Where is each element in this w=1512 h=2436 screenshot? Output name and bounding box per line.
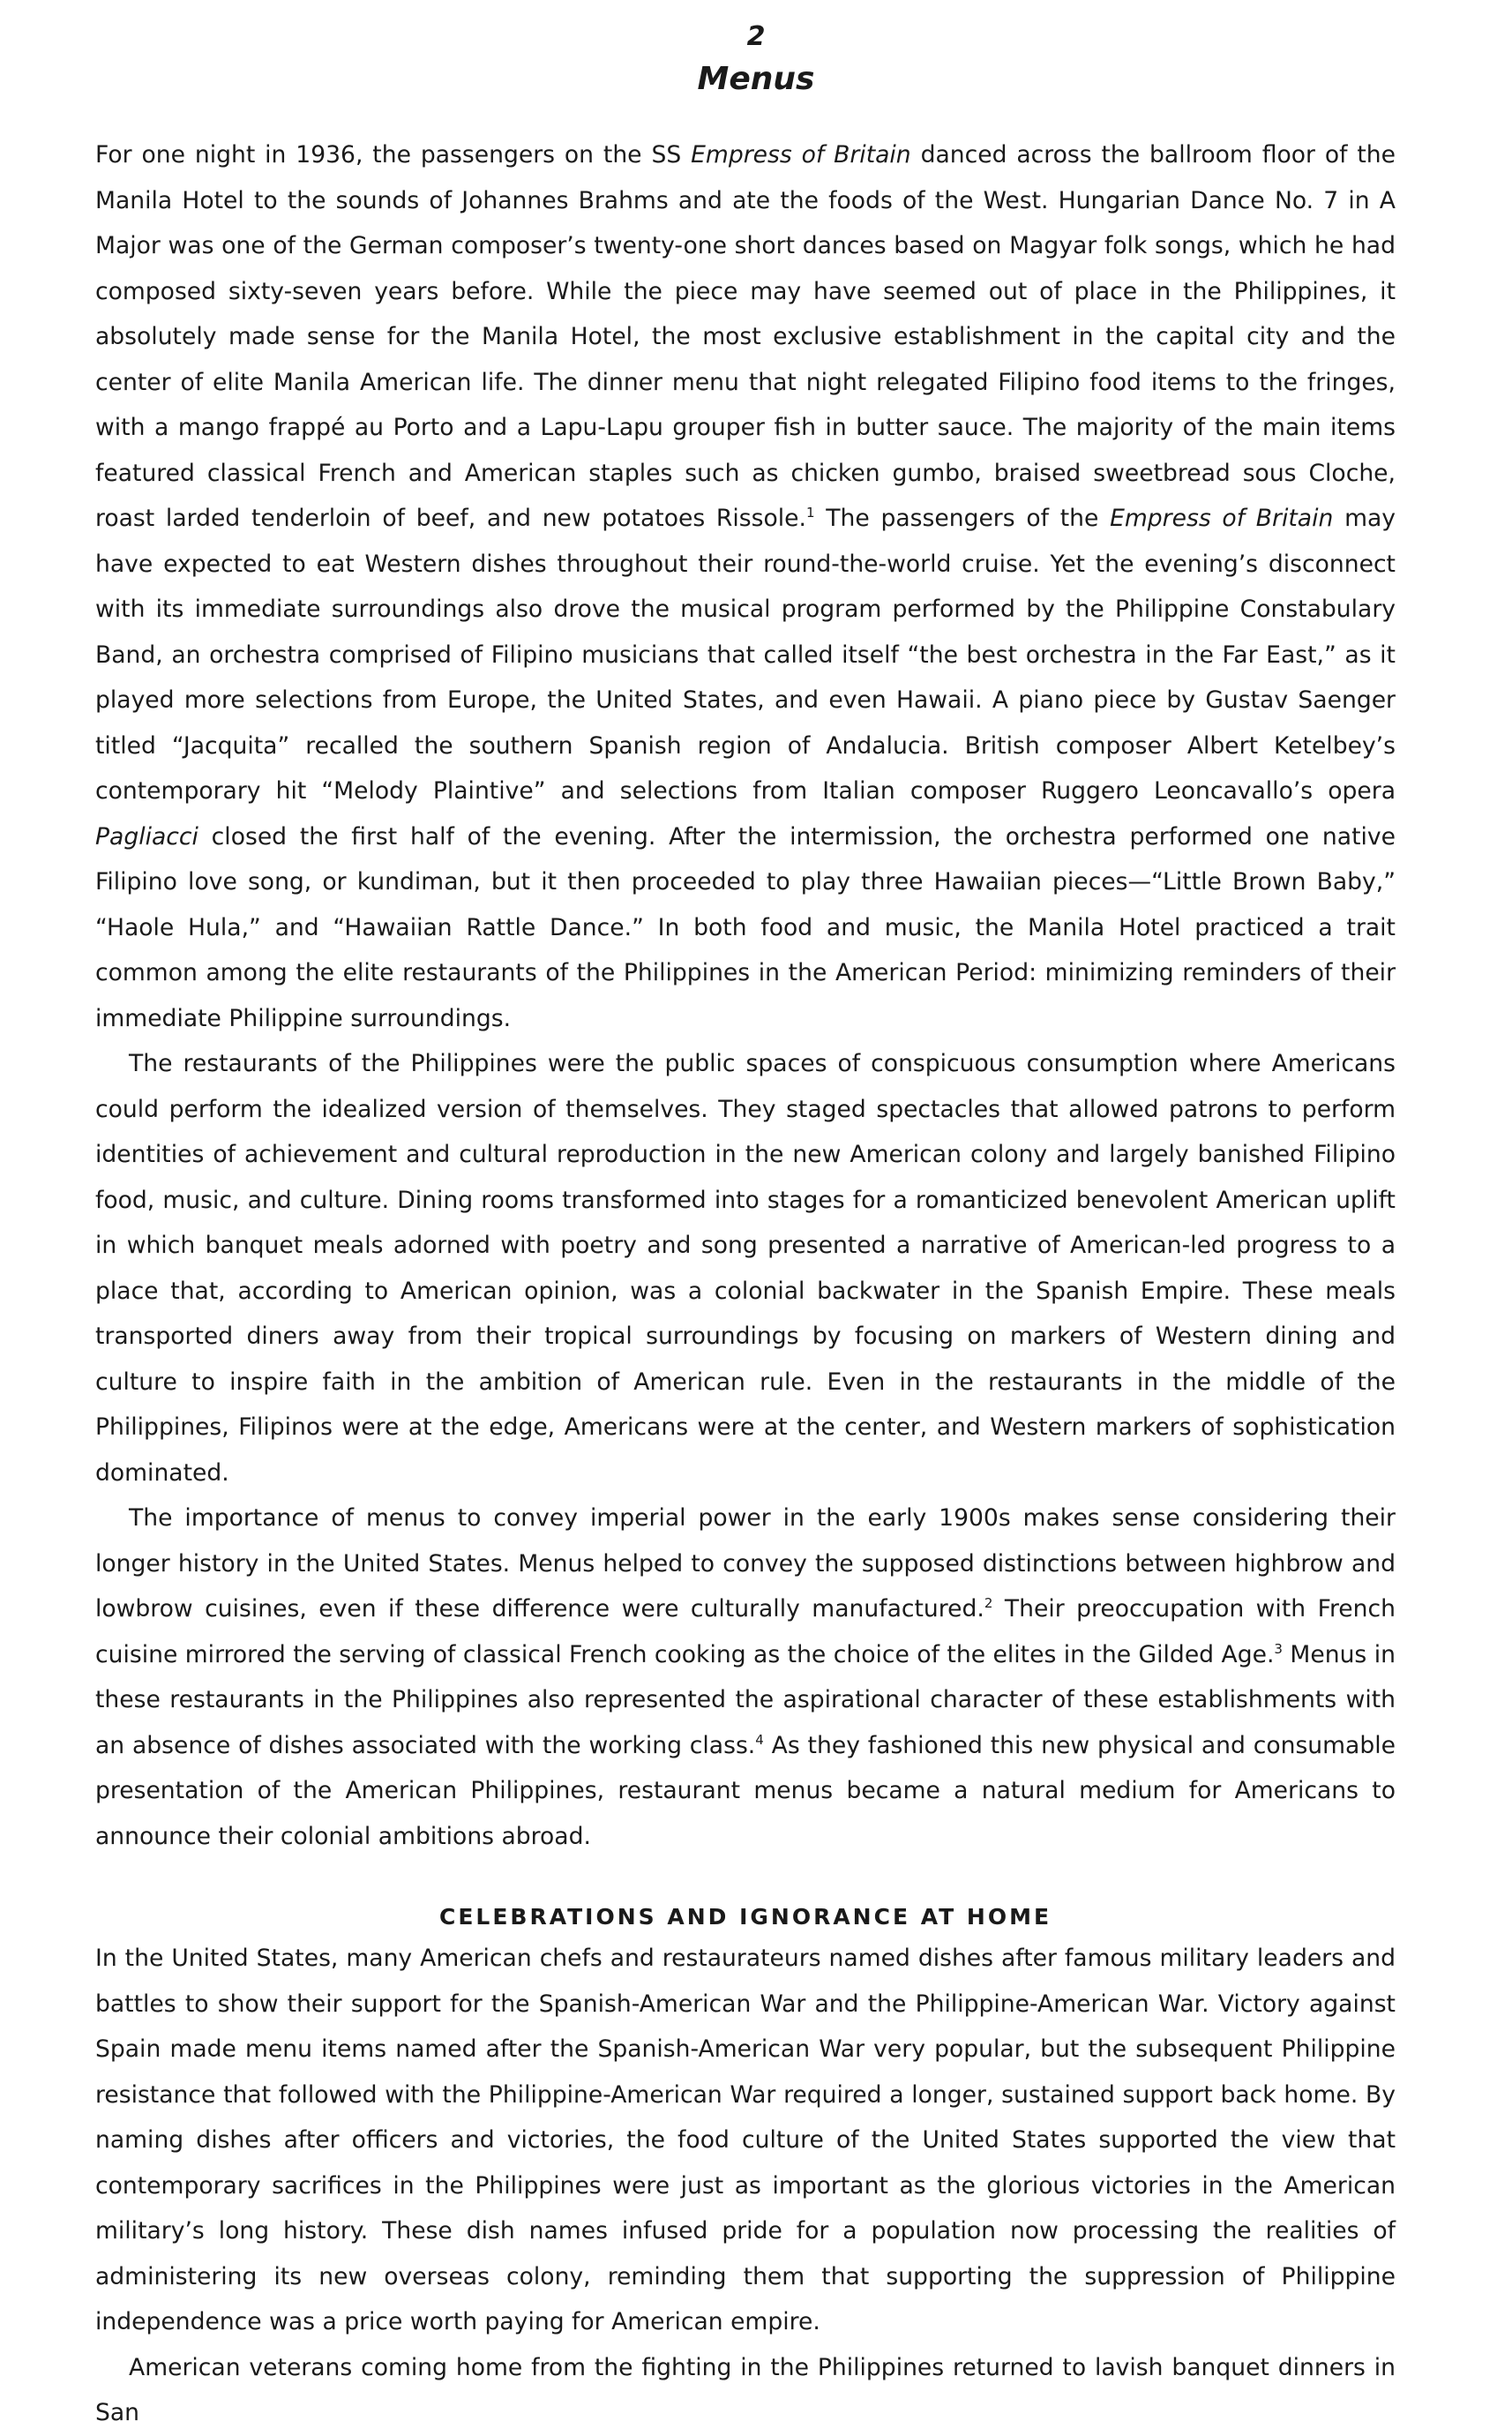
- footnote-ref: 4: [755, 1731, 764, 1748]
- text-run: In the United States, many American chefs and restaurateurs named dishes after famous military leaders and battles to show their support for the Spanish-American War and the Philippine-American War. Victory against Spain made menu items named after the Spanish-American War very popular, but the subsequent Philippine resistance that followed with the Philippine-American War required a longer, sustained support back home. By naming dishes after officers and victories, the food culture of the United States supported the view that contemporary sacrifices in the Philippines were just as important as the glorious victories in the American military’s long history. These dish names infused pride for a population now processing the realities of administering its new overseas colony, reminding them that supporting the suppression of Philippine independence was a price worth paying for American empire.: [95, 1945, 1396, 2335]
- text-run: The restaurants of the Philippines were the public spaces of conspicuous consumption where Americans could perform the idealized version of themselves. They staged spectacles that allowed patrons to perform identities of achievement and cultural reproduction in the new American colony and largely banished Filipino food, music, and culture. Dining rooms transformed into stages for a romanticized benevolent American uplift in which banquet meals adorned with poetry and song presented a narrative of American-led progress to a place that, according to American opinion, was a colonial backwater in the Spanish Empire. These meals transported diners away from their tropical surroundings by focusing on markers of Western dining and culture to inspire faith in the ambition of American rule. Even in the restaurants in the middle of the Philippines, Filipinos were at the edge, Americans were at the center, and Western markers of sophistication dominated.: [95, 1050, 1396, 1487]
- paragraph: [95, 2345, 1396, 2436]
- footnote-ref: 3: [1274, 1640, 1283, 1657]
- text-run: The importance of menus to convey imperial power in the early 1900s makes sense considering their longer history in the United States. Menus helped to convey the supposed distinctions between highbrow and lowbrow cuisines, even if these difference were culturally manufactured.: [95, 1504, 1396, 1623]
- footnote-ref: 1: [805, 505, 815, 521]
- text-run: danced across the ballroom floor of the Manila Hotel to the sounds of Johannes Brahms and ate the foods of the West. Hungarian Dance No. 7 in A Major was one of the German composer’s twenty-one short dances based on Magyar folk songs, which he had composed sixty-seven years before. While the piece may have seemed out of place in the Philippines, it absolutely made sense for the Manila Hotel, the most exclusive establishment in the capital city and the center of elite Manila American life. The dinner menu that night relegated Filipino food items to the fringes, with a mango frappé au Porto and a Lapu-Lapu grouper fish in butter sauce. The majority of the main items featured classical French and American staples such as chicken gumbo, braised sweetbread sous Cloche, roast larded tenderloin of beef, and new potatoes Rissole.: [95, 141, 1396, 532]
- text-run: closed the first half of the evening. After the intermission, the orchestra performed one native Filipino love song, or kundiman, but it then proceeded to play three Hawaiian pieces—“Little Brown Baby,” “Haole Hula,” and “Hawaiian Rattle Dance.” In both food and music, the Manila Hotel practiced a trait common among the elite restaurants of the Philippines in the American Period: minimizing reminders of their immediate Philippine surroundings.: [95, 822, 1396, 1032]
- paragraph: [95, 132, 1396, 1041]
- text-run: may have expected to eat Western dishes throughout their round-the-world cruise. Yet the evening’s disconnect with its immediate surroundings also drove the musical program performed by the Philippine Constabulary Band, an orchestra comprised of Filipino musicians that called itself “the best orchestra in the Far East,” as it played more selections from Europe, the United States, and even Hawaii. A piano piece by Gustav Saenger titled “Jacquita” recalled the southern Spanish region of Andalucia. British composer Albert Ketelbey’s contemporary hit “Melody Plaintive” and selections from Italian composer Ruggero Leoncavallo’s opera: [95, 505, 1396, 805]
- text-run: American veterans coming home from the fighting in the Philippines returned to lavish banquet dinners in San: [95, 2353, 1396, 2426]
- italic-title: Pagliacci: [95, 822, 198, 851]
- text-run: Their preoccupation with French cuisine mirrored the serving of classical French cooking as the choice of the elites in the Gilded Age.: [95, 1595, 1396, 1668]
- body-text: [95, 132, 1396, 2436]
- text-run: As they fashioned this new physical and consumable presentation of the American Philippines, restaurant menus became a natural medium for Americans to announce their colonial ambitions abroad.: [95, 1731, 1396, 1850]
- chapter-title: Menus: [697, 61, 815, 97]
- text-run: The passengers of the: [814, 505, 1111, 532]
- italic-title: Empress of Britain: [691, 141, 911, 169]
- text-run: For one night in 1936, the passengers on the SS: [95, 141, 692, 169]
- section-paragraphs: [95, 1936, 1396, 2436]
- paragraph: [95, 1041, 1396, 1495]
- text-run: Menus in these restaurants in the Philippines also represented the aspirational character of these establishments with an absence of dishes associated with the working class.: [95, 1640, 1396, 1759]
- chapter-number: 2: [746, 21, 766, 52]
- footnote-ref: 2: [984, 1595, 993, 1611]
- paragraph: [95, 1495, 1396, 1859]
- section-heading: CELEBRATIONS AND IGNORANCE AT HOME: [438, 1904, 1052, 1930]
- intro-paragraphs: [95, 132, 1396, 1859]
- italic-title: Empress of Britain: [1110, 505, 1334, 532]
- paragraph: [95, 1936, 1396, 2345]
